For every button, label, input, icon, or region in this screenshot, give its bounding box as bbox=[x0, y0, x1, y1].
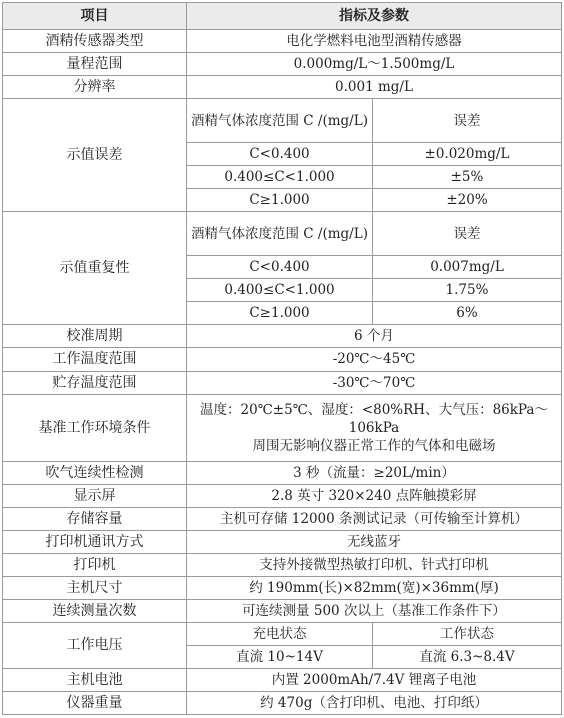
row-value: 0.001 mg/L bbox=[187, 76, 562, 99]
sub-header-charge: 充电状态 bbox=[187, 622, 373, 645]
row-value: 2.8 英寸 320×240 点阵触摸彩屏 bbox=[187, 484, 562, 507]
table-row bbox=[3, 76, 562, 99]
row-label: 分辨率 bbox=[3, 76, 187, 99]
row-label: 示值误差 bbox=[3, 99, 187, 212]
row-label: 存储容量 bbox=[3, 507, 187, 530]
row-value: 3 秒（流量：≥20L/min） bbox=[187, 461, 562, 484]
row-value: 无线蓝牙 bbox=[187, 530, 562, 553]
table-row bbox=[3, 622, 562, 645]
row-label: 示值重复性 bbox=[3, 212, 187, 325]
table-row bbox=[3, 325, 562, 348]
table-row bbox=[3, 599, 562, 622]
sub-cell-error: ±0.020mg/L bbox=[373, 143, 562, 166]
table-row bbox=[3, 53, 562, 76]
table-row bbox=[3, 461, 562, 484]
sub-cell-error: ±20% bbox=[373, 189, 562, 212]
row-label: 主机尺寸 bbox=[3, 576, 187, 599]
sub-cell-work: 直流 6.3~8.4V bbox=[373, 645, 562, 668]
row-value: -20℃～45℃ bbox=[187, 348, 562, 371]
row-label: 连续测量次数 bbox=[3, 599, 187, 622]
table-row bbox=[3, 576, 562, 599]
sub-header-concentration: 酒精气体浓度范围 C /(mg/L) bbox=[187, 212, 373, 256]
sub-cell-error: ±5% bbox=[373, 166, 562, 189]
sub-header-error: 误差 bbox=[373, 99, 562, 143]
row-label: 仪器重量 bbox=[3, 691, 187, 714]
environment-line-1: 温度：20℃±5℃、湿度：<80%RH、大气压：86kPa～106kPa bbox=[200, 401, 548, 436]
sub-header-concentration: 酒精气体浓度范围 C /(mg/L) bbox=[187, 99, 373, 143]
row-value: 约 190mm(长)×82mm(宽)×36mm(厚) bbox=[187, 576, 562, 599]
header-item: 项目 bbox=[3, 3, 187, 30]
row-value: -30℃～70℃ bbox=[187, 371, 562, 394]
sub-cell-concentration: C≥1.000 bbox=[187, 189, 373, 212]
row-value: 6 个月 bbox=[187, 325, 562, 348]
table-row bbox=[3, 30, 562, 53]
row-label: 主机电池 bbox=[3, 668, 187, 691]
row-label: 工作温度范围 bbox=[3, 348, 187, 371]
table-row bbox=[3, 484, 562, 507]
table-header-row bbox=[3, 3, 562, 30]
table-row bbox=[3, 212, 562, 256]
table-row bbox=[3, 394, 562, 461]
table-row bbox=[3, 691, 562, 714]
sub-cell-concentration: 0.400≤C<1.000 bbox=[187, 279, 373, 302]
sub-cell-concentration: C<0.400 bbox=[187, 143, 373, 166]
row-label: 基准工作环境条件 bbox=[3, 394, 187, 461]
row-label: 打印机通讯方式 bbox=[3, 530, 187, 553]
sub-header-work: 工作状态 bbox=[373, 622, 562, 645]
table-row bbox=[3, 507, 562, 530]
table-row bbox=[3, 371, 562, 394]
spec-table bbox=[2, 2, 562, 715]
row-label: 打印机 bbox=[3, 553, 187, 576]
row-label: 吹气连续性检测 bbox=[3, 461, 187, 484]
sub-cell-concentration: C≥1.000 bbox=[187, 302, 373, 325]
row-value: 可连续测量 500 次以上（基准工作条件下） bbox=[187, 599, 562, 622]
row-value: 内置 2000mAh/7.4V 锂离子电池 bbox=[187, 668, 562, 691]
row-value: 支持外接微型热敏打印机、针式打印机 bbox=[187, 553, 562, 576]
sub-cell-error: 1.75% bbox=[373, 279, 562, 302]
sub-cell-concentration: 0.400≤C<1.000 bbox=[187, 166, 373, 189]
table-row bbox=[3, 668, 562, 691]
sub-header-error: 误差 bbox=[373, 212, 562, 256]
table-row bbox=[3, 99, 562, 143]
sub-cell-error: 0.007mg/L bbox=[373, 256, 562, 279]
header-spec: 指标及参数 bbox=[187, 3, 562, 30]
row-label: 酒精传感器类型 bbox=[3, 30, 187, 53]
table-row bbox=[3, 530, 562, 553]
row-value: 主机可存储 12000 条测试记录（可传输至计算机） bbox=[187, 507, 562, 530]
table-row bbox=[3, 348, 562, 371]
row-value: 电化学燃料电池型酒精传感器 bbox=[187, 30, 562, 53]
row-label: 贮存温度范围 bbox=[3, 371, 187, 394]
table-row bbox=[3, 553, 562, 576]
row-label: 校准周期 bbox=[3, 325, 187, 348]
environment-line-2: 周围无影响仪器正常工作的气体和电磁场 bbox=[252, 437, 496, 454]
row-label: 工作电压 bbox=[3, 622, 187, 668]
row-value: 约 470g（含打印机、电池、打印纸） bbox=[187, 691, 562, 714]
row-label: 显示屏 bbox=[3, 484, 187, 507]
sub-cell-concentration: C<0.400 bbox=[187, 256, 373, 279]
sub-cell-charge: 直流 10~14V bbox=[187, 645, 373, 668]
row-value bbox=[187, 394, 562, 461]
sub-cell-error: 6% bbox=[373, 302, 562, 325]
row-label: 量程范围 bbox=[3, 53, 187, 76]
row-value: 0.000mg/L～1.500mg/L bbox=[187, 53, 562, 76]
